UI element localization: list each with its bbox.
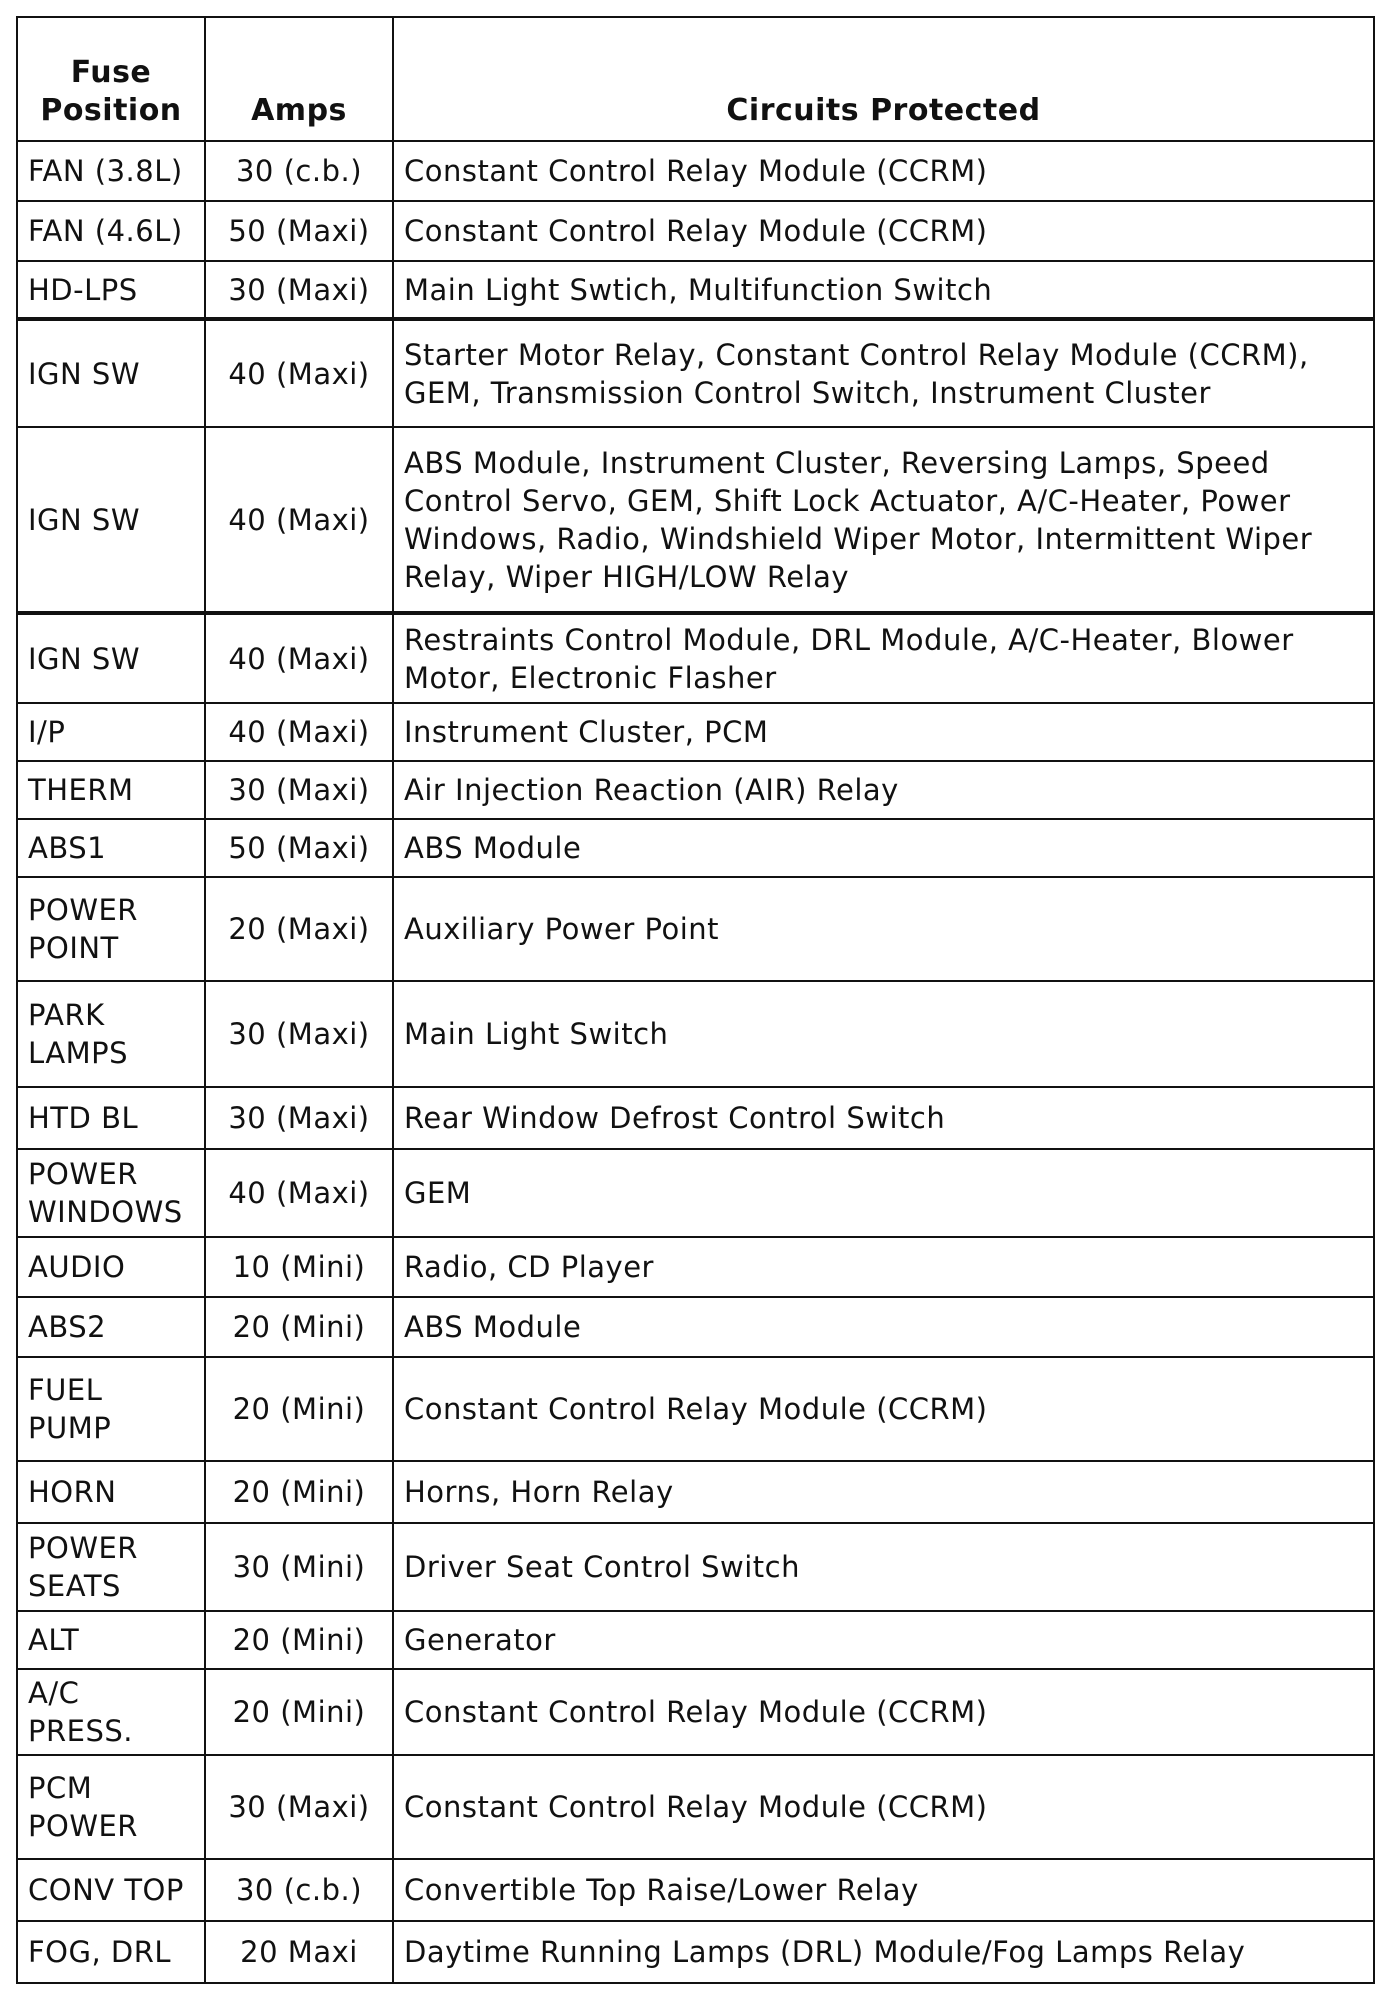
table-row [17,1297,1374,1357]
fuse-position-cell: HORN [17,1461,205,1523]
amps-cell: 30 (Maxi) [205,761,393,819]
amps-cell: 50 (Maxi) [205,819,393,877]
circuits-protected-cell: Radio, CD Player [393,1237,1374,1297]
amps-cell: 30 (Mini) [205,1523,393,1611]
circuits-protected-cell: Daytime Running Lamps (DRL) Module/Fog Lamps Relay [393,1921,1374,1983]
fuse-position-cell: I/P [17,703,205,761]
fuse-position-cell: ABS2 [17,1297,205,1357]
table-row [17,981,1374,1087]
fuse-position-cell: POWER SEATS [17,1523,205,1611]
table-row [17,1921,1374,1983]
amps-cell: 30 (Maxi) [205,981,393,1087]
circuits-protected-cell: Horns, Horn Relay [393,1461,1374,1523]
circuits-protected-cell: ABS Module, Instrument Cluster, Reversing Lamps, Speed Control Servo, GEM, Shift Lock Actuator, A/C-Heater, Power Windows, Radio, Windshield Wiper Motor, Intermittent Wiper Relay, Wiper HIGH/LOW Relay [393,427,1374,613]
circuits-protected-cell: Constant Control Relay Module (CCRM) [393,201,1374,261]
fuse-position-cell: IGN SW [17,427,205,613]
table-row [17,201,1374,261]
circuits-protected-cell: Air Injection Reaction (AIR) Relay [393,761,1374,819]
table-row [17,319,1374,427]
amps-cell: 30 (Maxi) [205,1755,393,1859]
fuse-position-cell: FOG, DRL [17,1921,205,1983]
amps-cell: 10 (Mini) [205,1237,393,1297]
circuits-protected-cell: Instrument Cluster, PCM [393,703,1374,761]
amps-cell: 40 (Maxi) [205,613,393,703]
circuits-protected-cell: Main Light Switch [393,981,1374,1087]
circuits-protected-cell: Generator [393,1611,1374,1669]
fuse-position-cell: FAN (4.6L) [17,201,205,261]
table-row [17,1859,1374,1921]
fuse-position-cell: POWER POINT [17,877,205,981]
table-row [17,1523,1374,1611]
amps-cell: 40 (Maxi) [205,703,393,761]
fuse-position-cell: ABS1 [17,819,205,877]
amps-cell: 20 (Mini) [205,1357,393,1461]
circuits-protected-cell: ABS Module [393,1297,1374,1357]
circuits-protected-cell: ABS Module [393,819,1374,877]
fuse-position-cell: THERM [17,761,205,819]
fuse-position-cell: CONV TOP [17,1859,205,1921]
circuits-protected-cell: Constant Control Relay Module (CCRM) [393,1755,1374,1859]
circuits-protected-cell: Starter Motor Relay, Constant Control Relay Module (CCRM), GEM, Transmission Control Switch, Instrument Cluster [393,319,1374,427]
fuse-position-cell: HD-LPS [17,261,205,319]
circuits-protected-cell: Rear Window Defrost Control Switch [393,1087,1374,1149]
fuse-position-cell: A/C PRESS. [17,1669,205,1755]
table-row [17,613,1374,703]
fuse-position-cell: FAN (3.8L) [17,141,205,201]
circuits-protected-cell: Convertible Top Raise/Lower Relay [393,1859,1374,1921]
amps-cell: 40 (Maxi) [205,427,393,613]
circuits-protected-cell: Constant Control Relay Module (CCRM) [393,141,1374,201]
table-row [17,1087,1374,1149]
table-row [17,1357,1374,1461]
table-row [17,141,1374,201]
table-row [17,703,1374,761]
circuits-protected-cell: Auxiliary Power Point [393,877,1374,981]
amps-cell: 30 (Maxi) [205,261,393,319]
amps-cell: 20 (Maxi) [205,877,393,981]
circuits-protected-cell: Constant Control Relay Module (CCRM) [393,1669,1374,1755]
header-circuits-protected: Circuits Protected [393,17,1374,141]
amps-cell: 50 (Maxi) [205,201,393,261]
amps-cell: 20 Maxi [205,1921,393,1983]
circuits-protected-cell: GEM [393,1149,1374,1237]
table-row [17,819,1374,877]
header-row [17,17,1374,141]
fuse-position-cell: AUDIO [17,1237,205,1297]
table-row [17,761,1374,819]
amps-cell: 30 (Maxi) [205,1087,393,1149]
fuse-table-container [16,16,1373,1984]
circuits-protected-cell: Driver Seat Control Switch [393,1523,1374,1611]
amps-cell: 40 (Maxi) [205,1149,393,1237]
circuits-protected-cell: Constant Control Relay Module (CCRM) [393,1357,1374,1461]
amps-cell: 20 (Mini) [205,1297,393,1357]
amps-cell: 40 (Maxi) [205,319,393,427]
fuse-position-cell: IGN SW [17,613,205,703]
table-row [17,1611,1374,1669]
fuse-position-cell: IGN SW [17,319,205,427]
fuse-position-cell: ALT [17,1611,205,1669]
table-row [17,1149,1374,1237]
header-amps: Amps [205,17,393,141]
fuse-table [16,16,1375,1984]
table-row [17,427,1374,613]
table-row [17,1461,1374,1523]
fuse-position-cell: HTD BL [17,1087,205,1149]
circuits-protected-cell: Restraints Control Module, DRL Module, A/C-Heater, Blower Motor, Electronic Flasher [393,613,1374,703]
table-row [17,261,1374,319]
fuse-position-cell: PCM POWER [17,1755,205,1859]
header-fuse-position: Fuse Position [17,17,205,141]
table-row [17,1669,1374,1755]
fuse-position-cell: PARK LAMPS [17,981,205,1087]
amps-cell: 20 (Mini) [205,1611,393,1669]
table-row [17,877,1374,981]
table-row [17,1755,1374,1859]
fuse-position-cell: FUEL PUMP [17,1357,205,1461]
amps-cell: 20 (Mini) [205,1461,393,1523]
amps-cell: 30 (c.b.) [205,1859,393,1921]
amps-cell: 20 (Mini) [205,1669,393,1755]
table-row [17,1237,1374,1297]
fuse-position-cell: POWER WINDOWS [17,1149,205,1237]
amps-cell: 30 (c.b.) [205,141,393,201]
fuse-table-body [17,141,1374,1983]
circuits-protected-cell: Main Light Swtich, Multifunction Switch [393,261,1374,319]
